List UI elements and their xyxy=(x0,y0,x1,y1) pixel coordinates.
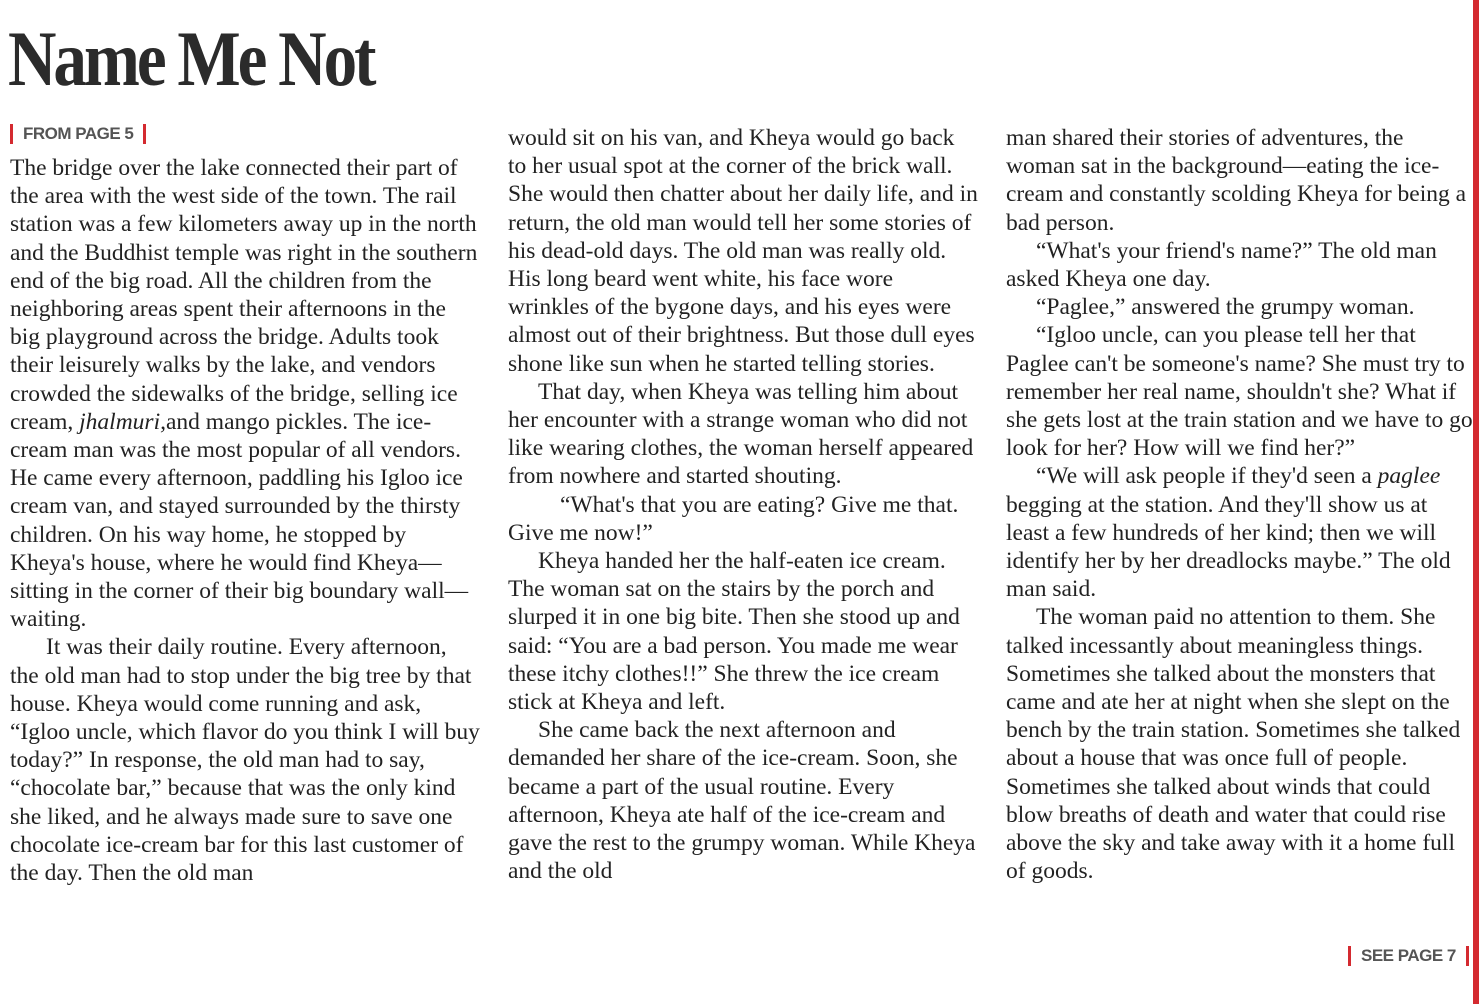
marker-bar-left xyxy=(1348,946,1351,966)
paragraph-text: The bridge over the lake connected their part of the area with the west side of the town. The rail station was a few kilometers away up in the north and the Buddhist temple was right in the southern end of the big road. All the children from the neighboring areas spent their afternoons in the big playground across the bridge. Adults took their leisurely walks by the lake, and vendors crowded the sidewalks of the bridge, selling ice cream, xyxy=(10,155,478,435)
emphasis-text: jhalmuri, xyxy=(79,408,166,435)
paragraph: “What's that you are eating? Give me that. Give me now!” xyxy=(508,491,959,546)
paragraph: “What's your friend's name?” The old man asked Kheya one day. xyxy=(1006,237,1437,293)
paragraph-text: and mango pickles. The ice-cream man was the most popular of all vendors. He came every afternoon, paddling his Igloo ice cream van, and stayed surrounded by the thirsty children. On his way home, he stopped by Kheya's house, where he would find Kheya—sitting in the corner of their big boundary wall—waiting. xyxy=(10,408,469,633)
from-page-label: FROM PAGE 5 xyxy=(23,124,134,143)
marker-bar-right xyxy=(1466,946,1469,966)
paragraph: Kheya handed her the half-eaten ice cream. The woman sat on the stairs by the porch and slurped it in one big bite. Then she stood up and said: “You are a bad person. You made me wear these itchy clothes!!” She threw the ice cream stick at Kheya and left. xyxy=(508,548,960,716)
paragraph: She came back the next afternoon and demanded her share of the ice-cream. Soon, she became a part of the usual routine. Every afternoon, Kheya ate half of the ice-cream and gave the rest to the grumpy woman. While Kheya and the old xyxy=(508,717,976,885)
see-page-label: SEE PAGE 7 xyxy=(1361,946,1456,965)
paragraph: That day, when Kheya was telling him about her encounter with a strange woman who did not like wearing clothes, the woman herself appeared from nowhere and started shouting. xyxy=(508,378,974,490)
paragraph xyxy=(10,154,480,633)
paragraph: would sit on his van, and Kheya would go back to her usual spot at the corner of the brick wall. She would then chatter about her daily life, and in return, the old man would tell her some stories of his dead-old days. The old man was really old. His long beard went white, his face wore wrinkles of the bygone days, and his eyes were almost out of their brightness. But those dull eyes shone like sun when he started telling stories. xyxy=(508,125,978,377)
paragraph: “Paglee,” answered the grumpy woman. xyxy=(1036,294,1415,321)
marker-bar-left xyxy=(10,124,13,144)
from-page-marker xyxy=(10,124,146,144)
text-column-1 xyxy=(10,154,480,887)
see-page-marker xyxy=(1348,946,1469,966)
paragraph: It was their daily routine. Every afternoon, the old man had to stop under the big tree by that house. Kheya would come running and ask, “Igloo uncle, which flavor do you think I will buy today?” In response, the old man had to say, “chocolate bar,” because that was the only kind she liked, and he always made sure to save one chocolate ice-cream bar for this last customer of the day. Then the old man xyxy=(10,634,480,887)
paragraph xyxy=(1006,462,1474,603)
text-column-2 xyxy=(508,124,978,885)
marker-bar-right xyxy=(143,124,146,144)
paragraph: man shared their stories of adventures, the woman sat in the background—eating the ice-cream and constantly scolding Kheya for being a bad person. xyxy=(1006,125,1467,236)
paragraph-text: begging at the station. And they'll show us at least a few hundreds of her kind; then we will identify her by her dreadlocks maybe.” The old man said. xyxy=(1006,491,1451,603)
paragraph: “Igloo uncle, can you please tell her that Paglee can't be someone's name? She must try to remember her real name, shouldn't she? What if she gets lost at the train station and we have to go look for her? How will we find her?” xyxy=(1006,322,1473,462)
emphasis-text: paglee xyxy=(1377,463,1441,490)
article-title: Name Me Not xyxy=(8,15,374,102)
text-column-3 xyxy=(1006,124,1474,885)
paragraph: The woman paid no attention to them. She talked incessantly about meaningless things. Sometimes she talked about the monsters that came and ate her at night when she slept on the bench by the train station. Sometimes she talked about a house that was once full of people. Sometimes she talked about winds that could blow breaths of death and water that could rise above the sky and take away with it a home full of goods. xyxy=(1006,604,1461,885)
paragraph-text: “We will ask people if they'd seen a xyxy=(1036,463,1378,490)
